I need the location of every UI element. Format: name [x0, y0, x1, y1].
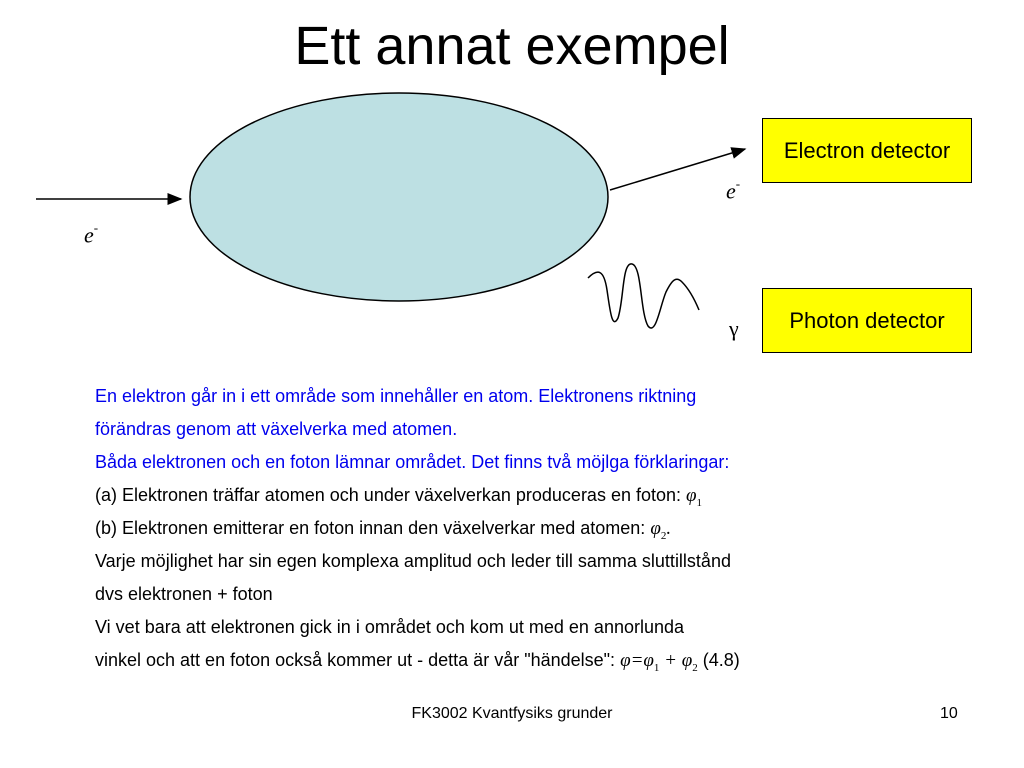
incoming-electron-label: e-	[84, 220, 99, 248]
photon-detector-box: Photon detector	[762, 288, 972, 353]
body-text	[95, 380, 975, 677]
slide-title: Ett annat exempel	[294, 16, 730, 76]
photon-gamma-label: γ	[729, 316, 739, 341]
footer-course: FK3002 Kvantfysiks grunder	[411, 705, 613, 722]
text-line: Varje möjlighet har sin egen komplexa amplitud och leder till samma sluttillstånd	[95, 551, 731, 571]
interaction-region	[190, 93, 608, 301]
amplitude-phi1: $\varphi_1$	[686, 485, 703, 509]
text-line-option-b: (b) Elektronen emitterar en foton innan den växelverkar med atomen: $\varphi_2$.	[95, 518, 672, 542]
equation-number: (4.8)	[702, 650, 740, 670]
amplitude-phi2: $\varphi_2$.	[650, 518, 672, 542]
text-line-option-a: (a) Elektronen träffar atomen och under växelverkan produceras en foton: $\varphi_1$	[95, 485, 703, 509]
text-line: En elektron går in i ett område som innehåller en atom. Elektronens riktning	[95, 386, 697, 406]
text-line: förändras genom att växelverka med atomen.	[95, 419, 458, 439]
photon-wave-line	[588, 264, 699, 328]
text-line: Vi vet bara att elektronen gick in i området och kom ut med en annorlunda	[95, 617, 685, 637]
electron-detector-box: Electron detector	[762, 118, 972, 183]
outgoing-electron-label: e-	[726, 176, 741, 204]
text-line: dvs elektronen + foton	[95, 584, 273, 604]
outgoing-electron-arrow	[610, 149, 745, 190]
text-line: Båda elektronen och en foton lämnar området. Det finns två möjlga förklaringar:	[95, 452, 730, 472]
total-amplitude-equation: $\varphi=\varphi_1 + \varphi_2$	[620, 650, 698, 674]
text-line-event: vinkel och att en foton också kommer ut - detta är vår "händelse": $\varphi=\varphi_1 + \varphi_2$ (4.8)	[95, 650, 740, 674]
footer-page-number: 10	[940, 705, 958, 722]
